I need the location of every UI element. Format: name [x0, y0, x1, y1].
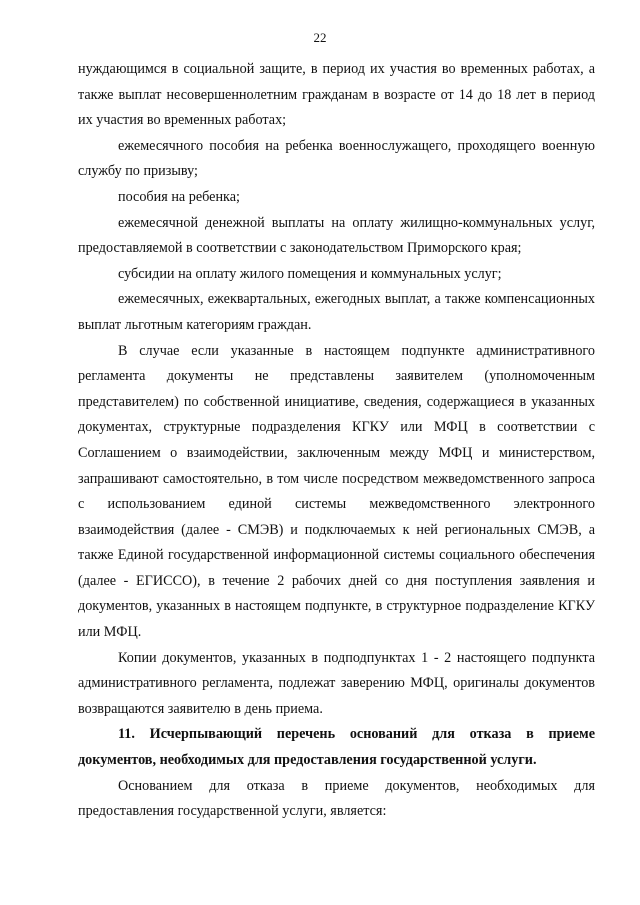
paragraph-refusal-grounds: Основанием для отказа в приеме документов, необходимых для предоставления государственной услуги, является:	[78, 777, 595, 820]
paragraph-military-child-allowance: ежемесячного пособия на ребенка военнослужащего, проходящего военную службу по призыву;	[78, 137, 595, 180]
paragraph-housing-subsidy: субсидии на оплату жилого помещения и коммунальных услуг;	[118, 265, 502, 282]
paragraph-child-allowance: пособия на ребенка;	[118, 188, 240, 205]
section-heading-11: 11. Исчерпывающий перечень оснований для отказа в приеме документов, необходимых для предоставления государственной услуги.	[78, 726, 595, 769]
paragraph-continuation: нуждающимся в социальной защите, в период их участия во временных работах, а также выплат несовершеннолетним гражданам в возрасте от 14 до 18 лет в период их участия во временных работах;	[78, 61, 595, 129]
page-number: 22	[313, 30, 327, 45]
body-text	[78, 57, 595, 825]
paragraph-interagency-request: В случае если указанные в настоящем подпункте административного регламента документы не представлены заявителем (уполномоченным представителем) по собственной инициативе, сведения, содержащиеся в указанных документах, структурные подразделения КГКУ или МФЦ в соответствии с Соглашением о взаимодействии, заключенным между МФЦ и министерством, запрашивают самостоятельно, в том числе посредством межведомственного запроса с использованием единой системы межведомственного электронного взаимодействия (далее - СМЭВ) и подключаемых к ней региональных СМЭВ, а также Единой государственной информационной системы социального обеспечения (далее - ЕГИССО), в течение 2 рабочих дней со дня поступления заявления и документов, указанных в настоящем подпункте, в структурное подразделение КГКУ или МФЦ.	[78, 342, 595, 641]
paragraph-housing-payment: ежемесячной денежной выплаты на оплату жилищно-коммунальных услуг, предоставляемой в соответствии с законодательством Приморского края;	[78, 214, 595, 257]
paragraph-document-copies: Копии документов, указанных в подподпунктах 1 - 2 настоящего подпункта административного регламента, подлежат заверению МФЦ, оригиналы документов возвращаются заявителю в день приема.	[78, 649, 595, 717]
paragraph-compensation-payments: ежемесячных, ежеквартальных, ежегодных выплат, а также компенсационных выплат льготным категориям граждан.	[78, 291, 595, 333]
